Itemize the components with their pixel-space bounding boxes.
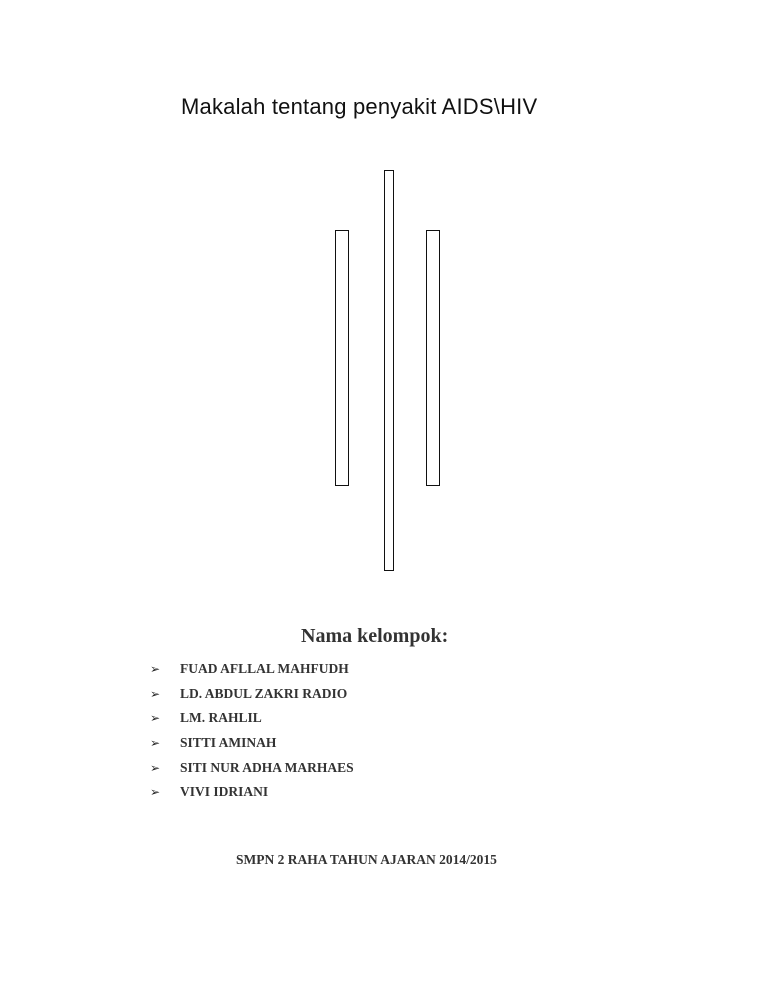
school-year-footer: SMPN 2 RAHA TAHUN AJARAN 2014/2015 <box>236 852 497 867</box>
member-item <box>150 682 354 707</box>
member-item <box>150 657 354 682</box>
member-item <box>150 780 354 805</box>
member-name: SITTI AMINAH <box>180 735 277 751</box>
member-name: FUAD AFLLAL MAHFUDH <box>180 661 349 677</box>
arrow-bullet-icon: ➢ <box>150 785 161 800</box>
member-item <box>150 731 354 756</box>
member-name: LM. RAHLIL <box>180 710 262 726</box>
arrow-bullet-icon: ➢ <box>150 760 161 775</box>
document-title: Makalah tentang penyakit AIDS\HIV <box>181 94 538 119</box>
arrow-bullet-icon: ➢ <box>150 686 161 701</box>
member-name: LD. ABDUL ZAKRI RADIO <box>180 685 348 701</box>
arrow-bullet-icon: ➢ <box>150 711 161 726</box>
member-item <box>150 706 354 731</box>
member-name: SITI NUR ADHA MARHAES <box>180 759 354 775</box>
member-name: VIVI IDRIANI <box>180 784 269 800</box>
decorative-bar-center <box>384 170 394 571</box>
arrow-bullet-icon: ➢ <box>150 662 161 677</box>
arrow-bullet-icon: ➢ <box>150 736 161 751</box>
decorative-bar-right <box>426 230 440 486</box>
decorative-bar-left <box>335 230 349 486</box>
member-list <box>150 657 354 805</box>
member-item <box>150 755 354 780</box>
group-heading: Nama kelompok: <box>301 625 449 647</box>
